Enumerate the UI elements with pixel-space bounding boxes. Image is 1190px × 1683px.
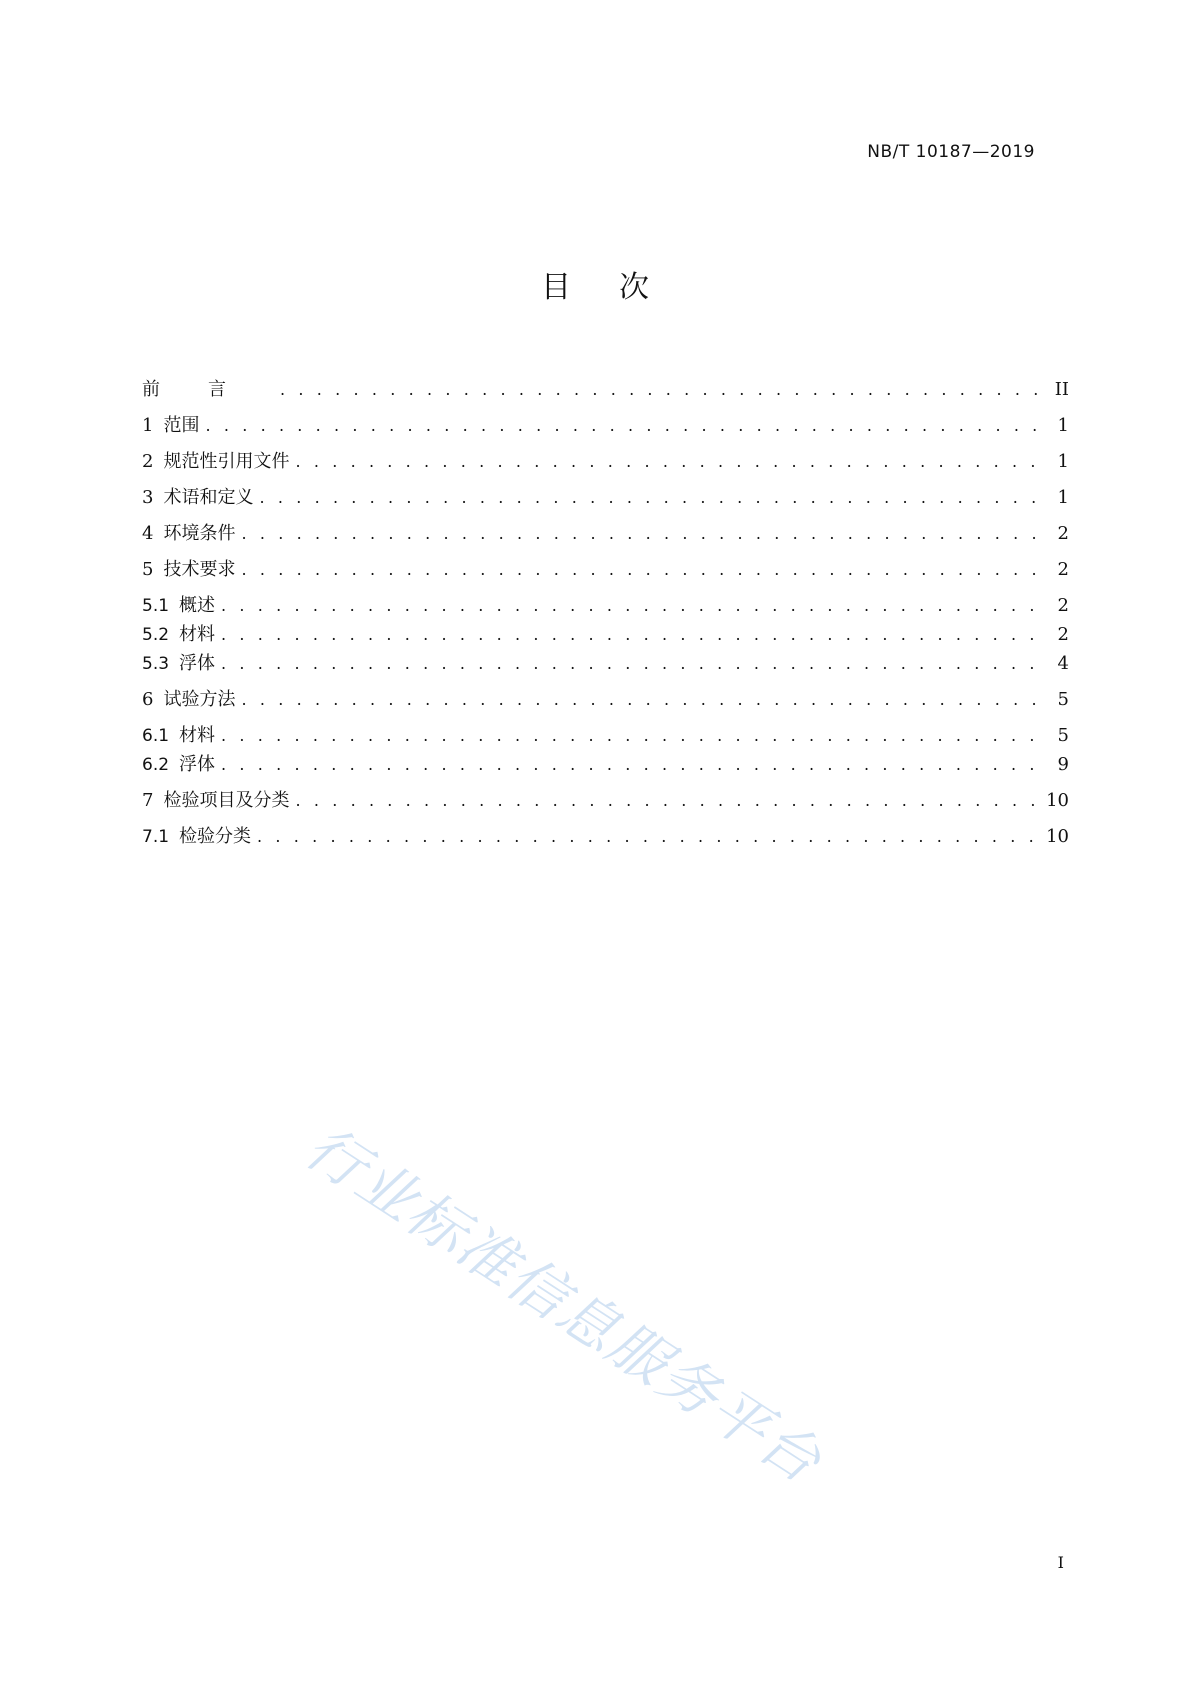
- toc-entry-label: 材料: [179, 725, 216, 746]
- toc-entry-5-2[interactable]: [142, 617, 1069, 647]
- toc-entry-1[interactable]: [142, 408, 1069, 438]
- toc-entry-page: 2: [1057, 595, 1069, 616]
- toc-leader: [221, 623, 1049, 647]
- toc-entry-number: 6.2: [142, 755, 170, 775]
- toc-entry-page: 4: [1057, 653, 1069, 674]
- toc-leader: [241, 522, 1049, 546]
- toc-entry-7-1[interactable]: [142, 819, 1069, 849]
- toc-entry-number: 5.1: [142, 596, 170, 616]
- toc-entry-label: 技术要求: [163, 559, 236, 580]
- toc-entry-page: 10: [1046, 790, 1069, 811]
- toc-leader: [241, 688, 1049, 712]
- watermark: 行业标准信息服务平台: [293, 1112, 835, 1497]
- toc-entry-number: 2: [142, 451, 154, 472]
- toc-entry-number: 3: [142, 487, 154, 508]
- toc-entry-2[interactable]: [142, 444, 1069, 474]
- toc-entry-foreword[interactable]: [142, 372, 1069, 402]
- toc-leader: [295, 789, 1038, 813]
- toc-entry-5-3[interactable]: [142, 646, 1069, 676]
- page-title: 目次: [541, 270, 697, 305]
- toc-entry-label: 浮体: [179, 754, 216, 775]
- toc-leader: [205, 414, 1049, 438]
- standard-code: NB/T 10187—2019: [867, 142, 1035, 162]
- toc-entry-number: 4: [142, 523, 154, 544]
- toc-entry-page: 5: [1057, 725, 1069, 746]
- toc-entry-page: II: [1054, 379, 1069, 400]
- toc-entry-number: 7.1: [142, 827, 170, 847]
- toc-entry-6[interactable]: [142, 682, 1069, 712]
- toc-leader: [295, 450, 1049, 474]
- toc-entry-5-1[interactable]: [142, 588, 1069, 618]
- toc-leader: [280, 378, 1047, 402]
- toc-entry-page: 1: [1057, 487, 1069, 508]
- toc-entry-number: 6: [142, 689, 154, 710]
- toc-entry-label: 前言: [142, 379, 274, 400]
- toc-entry-number: 6.1: [142, 726, 170, 746]
- page-number: I: [1057, 1553, 1064, 1572]
- toc-entry-page: 5: [1057, 689, 1069, 710]
- toc-entry-label: 规范性引用文件: [163, 451, 290, 472]
- toc-leader: [241, 558, 1049, 582]
- toc-entry-4[interactable]: [142, 516, 1069, 546]
- toc-entry-page: 2: [1057, 523, 1069, 544]
- toc-entry-label: 概述: [179, 595, 216, 616]
- toc-entry-label: 术语和定义: [163, 487, 254, 508]
- toc-entry-label: 环境条件: [163, 523, 236, 544]
- toc-entry-page: 1: [1057, 451, 1069, 472]
- toc-entry-6-2[interactable]: [142, 747, 1069, 777]
- toc-leader: [221, 652, 1049, 676]
- toc-entry-label: 范围: [163, 415, 200, 436]
- toc-entry-number: 5: [142, 559, 154, 580]
- toc-entry-page: 2: [1057, 559, 1069, 580]
- toc-leader: [257, 825, 1038, 849]
- toc-leader: [221, 724, 1049, 748]
- toc-leader: [221, 753, 1049, 777]
- toc-leader: [221, 594, 1049, 618]
- toc-entry-number: 1: [142, 415, 154, 436]
- toc-entry-page: 1: [1057, 415, 1069, 436]
- toc-entry-page: 10: [1046, 826, 1069, 847]
- toc-entry-number: 5.3: [142, 654, 170, 674]
- toc-leader: [259, 486, 1049, 510]
- toc-entry-page: 2: [1057, 624, 1069, 645]
- toc-entry-number: 5.2: [142, 625, 170, 645]
- toc-entry-label: 材料: [179, 624, 216, 645]
- toc-entry-6-1[interactable]: [142, 718, 1069, 748]
- toc-entry-label: 浮体: [179, 653, 216, 674]
- toc-entry-label: 试验方法: [163, 689, 236, 710]
- toc-entry-7[interactable]: [142, 783, 1069, 813]
- toc-entry-page: 9: [1057, 754, 1069, 775]
- toc-entry-5[interactable]: [142, 552, 1069, 582]
- toc-entry-label: 检验分类: [179, 826, 252, 847]
- toc-entry-3[interactable]: [142, 480, 1069, 510]
- toc-entry-number: 7: [142, 790, 154, 811]
- toc-entry-label: 检验项目及分类: [163, 790, 290, 811]
